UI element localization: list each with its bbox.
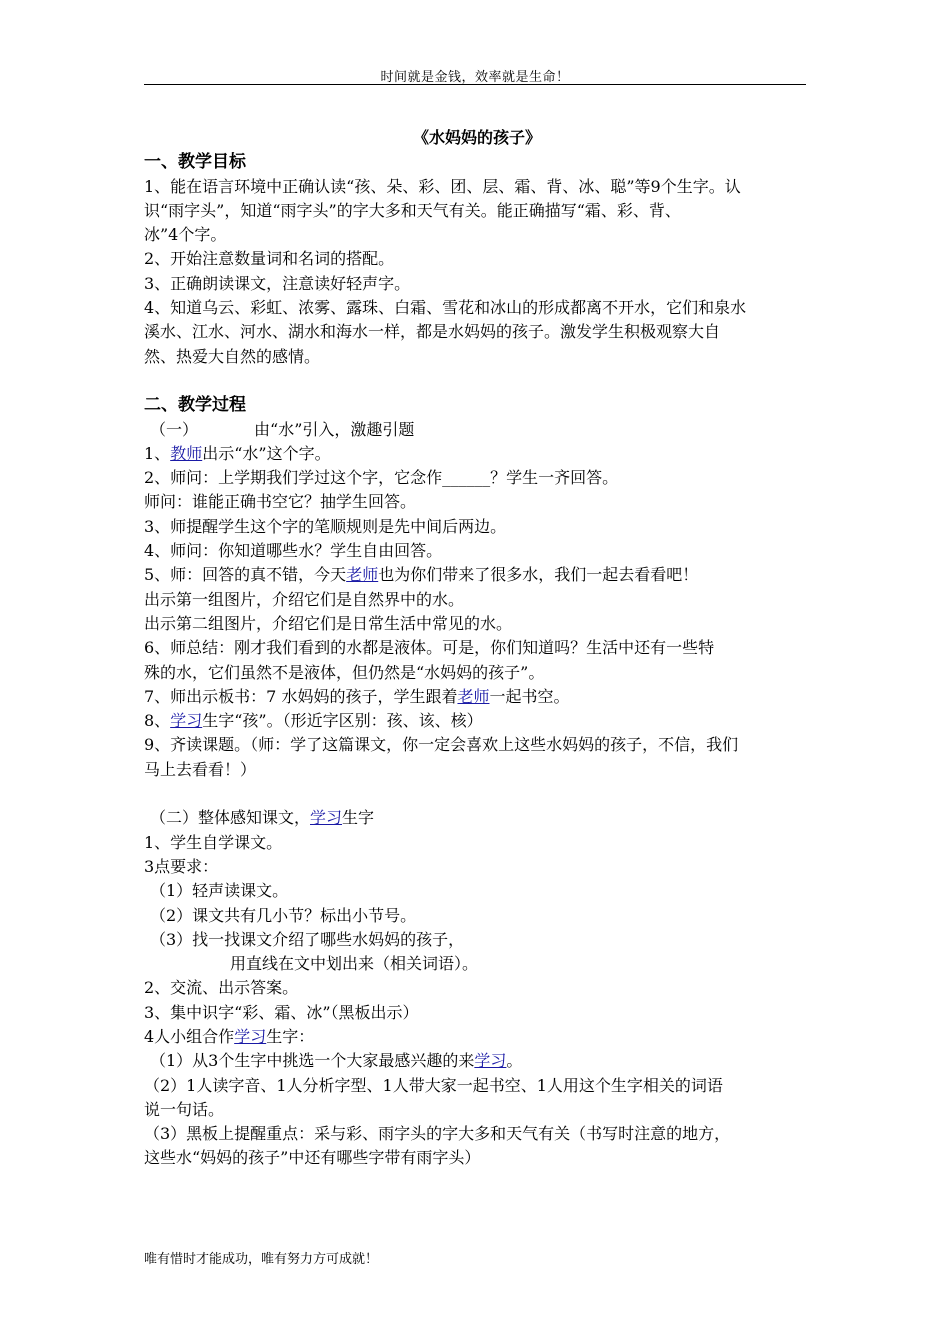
study-link[interactable]: 学习 — [310, 808, 343, 828]
header-divider — [144, 84, 806, 85]
group-task-3-line-2: 这些水“妈妈的孩子”中还有哪些字带有雨字头） — [144, 1148, 481, 1168]
study-link[interactable]: 学习 — [234, 1026, 267, 1046]
part-2-suffix: 生字 — [342, 808, 375, 828]
step-6-line-2: 殊的水，它们虽然不是液体，但仍然是“水妈妈的孩子”。 — [144, 662, 545, 682]
teacher-link[interactable]: 教师 — [170, 443, 203, 463]
step-2: 2、师问：上学期我们学过这个字，它念作______？学生一齐回答。 — [144, 468, 619, 488]
requirements-heading: 3点要求： — [144, 856, 219, 876]
spacer — [144, 369, 810, 393]
document-title: 《水妈妈的孩子》 — [412, 128, 541, 147]
requirement-3: （3）找一找课文介绍了哪些水妈妈的孩子， — [150, 929, 465, 949]
section-heading-goals: 一、教学目标 — [144, 152, 246, 173]
part-1-heading — [144, 418, 810, 442]
teacher-link[interactable]: 老师 — [457, 686, 490, 706]
step-7-text: 一起书空。 — [489, 686, 570, 706]
step-5-text: 也为你们带来了很多水，我们一起去看看吧！ — [378, 565, 699, 585]
step-7 — [144, 685, 810, 709]
goal-1-line-1: 1、能在语言环境中正确认读“孩、朵、彩、团、层、霜、背、冰、聪”等9个生字。认 — [144, 176, 741, 196]
step-1 — [144, 442, 810, 466]
part-1-text: 由“水”引入，激趣引题 — [254, 419, 415, 439]
part-1-number: （一） — [150, 419, 199, 439]
section-heading-process: 二、教学过程 — [144, 395, 246, 416]
goal-4-line-1: 4、知道乌云、彩虹、浓雾、露珠、白霜、雪花和冰山的形成都离不开水，它们和泉水 — [144, 298, 747, 318]
part-2-prefix: （二）整体感知课文， — [150, 808, 311, 828]
step-9-line-2: 马上去看看！） — [144, 759, 257, 779]
page-footer: 唯有惜时才能成功，唯有努力方可成就！ — [144, 1252, 379, 1267]
step-5 — [144, 563, 810, 587]
step-8-text: 生字“孩”。（形近字区别：孩、该、核） — [202, 711, 483, 731]
goal-4-line-2: 溪水、江水、河水、湖水和海水一样，都是水妈妈的孩子。激发学生积极观察大自 — [144, 322, 721, 342]
group-task-1-prefix: （1）从3个生字中挑选一个大家最感兴趣的来 — [150, 1051, 475, 1071]
item-4-prefix: 4人小组合作 — [144, 1026, 235, 1046]
step-8 — [144, 709, 810, 733]
item-4-suffix: 生字： — [266, 1026, 315, 1046]
study-link[interactable]: 学习 — [170, 711, 203, 731]
group-task-1 — [144, 1049, 810, 1073]
step-4: 4、师问：你知道哪些水？学生自由回答。 — [144, 541, 443, 561]
item-2: 2、交流、出示答案。 — [144, 978, 299, 998]
item-3: 3、集中识字“彩、霜、冰”（黑板出示） — [144, 1002, 419, 1022]
step-7-prefix: 7、师出示板书：7 水妈妈的孩子，学生跟着 — [144, 686, 458, 706]
step-3: 3、师提醒学生这个字的笔顺规则是先中间后两边。 — [144, 516, 507, 536]
document-body — [144, 126, 810, 1171]
goal-2: 2、开始注意数量词和名词的搭配。 — [144, 249, 395, 269]
goal-1-line-3: 冰”4个字。 — [144, 225, 227, 245]
teacher-link[interactable]: 老师 — [346, 565, 379, 585]
group-task-3-line-1: （3）黑板上提醒重点：采与彩、雨字头的字大多和天气有关（书写时注意的地方， — [144, 1124, 731, 1144]
goal-4-line-3: 然、热爱大自然的感情。 — [144, 346, 321, 366]
goal-3: 3、正确朗读课文，注意读好轻声字。 — [144, 273, 411, 293]
item-4 — [144, 1025, 810, 1049]
step-6-line-1: 6、师总结：刚才我们看到的水都是液体。可是，你们知道吗？生活中还有一些特 — [144, 638, 715, 658]
goal-1-line-2: 识“雨字头”，知道“雨字头”的字大多和天气有关。能正确描写“霜、彩、背、 — [144, 200, 681, 220]
step-5-group-2: 出示第二组图片，介绍它们是日常生活中常见的水。 — [144, 613, 513, 633]
step-9-line-1: 9、齐读课题。（师：学了这篇课文，你一定会喜欢上这些水妈妈的孩子，不信，我们 — [144, 735, 739, 755]
spacer — [144, 782, 810, 806]
requirement-3-detail: 用直线在文中划出来（相关词语）。 — [230, 954, 479, 974]
study-link[interactable]: 学习 — [474, 1051, 507, 1071]
group-task-2-line-1: （2）1人读字音、1人分析字型、1人带大家一起书空、1人用这个生字相关的词语 — [144, 1075, 723, 1095]
step-5-prefix: 5、师：回答的真不错，今天 — [144, 565, 347, 585]
group-task-2-line-2: 说一句话。 — [144, 1099, 225, 1119]
page-header: 时间就是金钱，效率就是生命！ — [380, 70, 570, 85]
step-1-text: 出示“水”这个字。 — [202, 443, 331, 463]
item-1: 1、学生自学课文。 — [144, 832, 283, 852]
step-1-prefix: 1、 — [144, 443, 171, 463]
step-5-group-1: 出示第一组图片，介绍它们是自然界中的水。 — [144, 589, 465, 609]
part-2-heading — [144, 806, 810, 830]
requirement-2: （2）课文共有几小节？标出小节号。 — [150, 905, 417, 925]
step-8-prefix: 8、 — [144, 711, 171, 731]
step-2-followup: 师问：谁能正确书空它？抽学生回答。 — [144, 492, 417, 512]
requirement-1: （1）轻声读课文。 — [150, 881, 289, 901]
group-task-1-suffix: 。 — [506, 1051, 523, 1071]
